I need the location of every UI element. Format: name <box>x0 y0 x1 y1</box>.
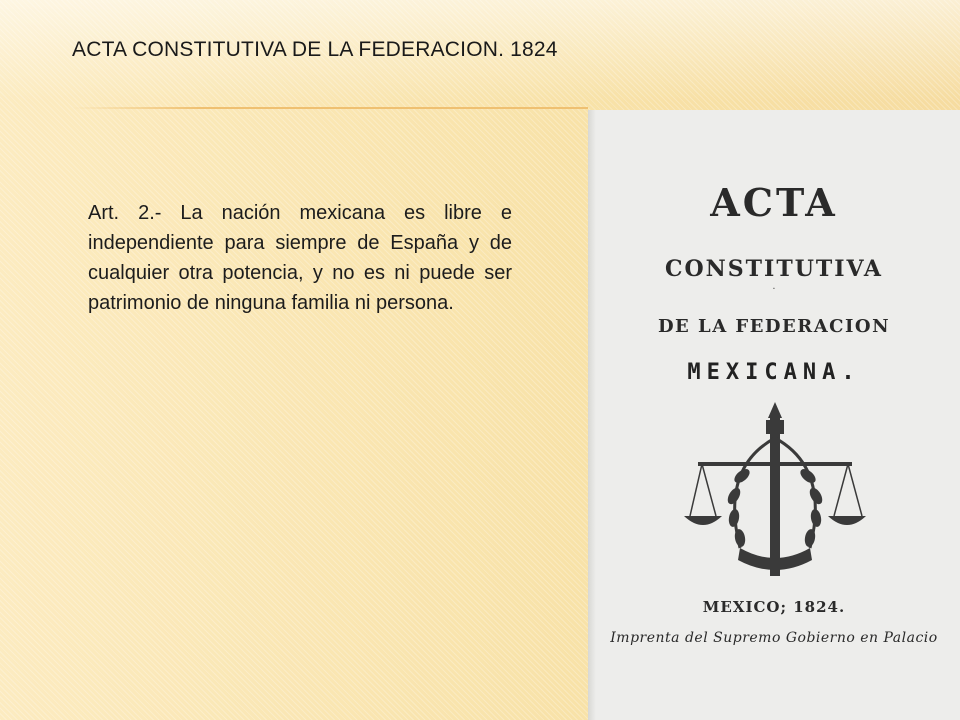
cover-line-dot: · <box>772 284 776 295</box>
cover-line-printer: Imprenta del Supremo Gobierno en Palacio <box>610 630 938 646</box>
slide-title: ACTA CONSTITUTIVA DE LA FEDERACION. 1824 <box>72 38 558 61</box>
cover-line-federacion: DE LA FEDERACION <box>657 316 891 337</box>
scales-of-justice-seal-icon <box>680 398 870 588</box>
cover-line-constitutiva: CONSTITUTIVA <box>665 256 883 282</box>
document-cover-image <box>588 110 960 720</box>
article-text: Art. 2.- La nación mexicana es libre e independiente para siempre de España y de cualquier otra potencia, y no es ni puede ser patrimonio de ninguna familia ni persona. <box>88 202 512 314</box>
cover-line-city-year: MEXICO; 1824. <box>702 598 846 616</box>
cover-line-acta: ACTA <box>710 180 838 225</box>
cover-line-mexicana: MEXICANA. <box>687 360 861 385</box>
title-divider <box>72 107 588 109</box>
